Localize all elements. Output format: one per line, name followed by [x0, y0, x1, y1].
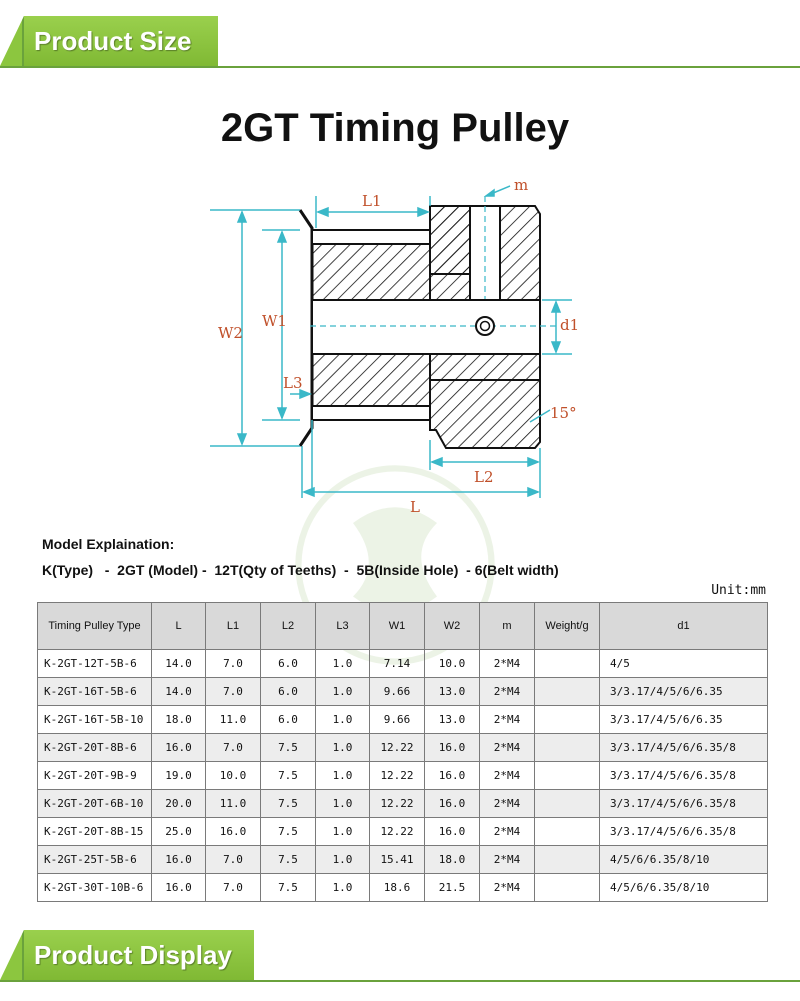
table-cell: 11.0	[206, 790, 261, 818]
table-cell: 2*M4	[480, 818, 535, 846]
table-cell: K-2GT-12T-5B-6	[38, 650, 152, 678]
label-m: m	[514, 176, 529, 194]
flange-edge	[300, 210, 312, 446]
table-cell: 2*M4	[480, 650, 535, 678]
table-cell	[535, 706, 600, 734]
table-cell	[535, 846, 600, 874]
banner-rule	[0, 980, 800, 982]
table-cell: 12.22	[370, 762, 425, 790]
table-header-cell: Weight/g	[535, 603, 600, 650]
label-w2: W2	[218, 324, 243, 342]
table-cell: 16.0	[152, 874, 206, 902]
hub-bottom	[430, 354, 540, 448]
table-body	[38, 650, 768, 902]
upper-body	[312, 244, 430, 300]
label-l1: L1	[362, 192, 382, 210]
table-cell: 6.0	[261, 650, 316, 678]
table-cell	[535, 818, 600, 846]
table-cell: 7.0	[206, 678, 261, 706]
table-cell: 7.5	[261, 846, 316, 874]
table-cell: 16.0	[425, 818, 480, 846]
table-cell: 25.0	[152, 818, 206, 846]
table-cell: 14.0	[152, 678, 206, 706]
table-cell: 19.0	[152, 762, 206, 790]
lower-body	[312, 354, 430, 406]
table-cell: 7.14	[370, 650, 425, 678]
table-cell: 7.0	[206, 650, 261, 678]
table-cell: 3/3.17/4/5/6/6.35/8	[600, 790, 768, 818]
table-cell: 11.0	[206, 706, 261, 734]
table-cell: 13.0	[425, 706, 480, 734]
table-cell: 10.0	[425, 650, 480, 678]
table-cell: 16.0	[425, 734, 480, 762]
table-cell: 12.22	[370, 818, 425, 846]
banner-rule	[0, 66, 800, 68]
table-header-row	[38, 603, 768, 650]
table-cell: K-2GT-20T-8B-6	[38, 734, 152, 762]
table-cell: 3/3.17/4/5/6/6.35	[600, 678, 768, 706]
table-cell: 13.0	[425, 678, 480, 706]
table-header-cell: L	[152, 603, 206, 650]
table-cell	[535, 678, 600, 706]
table-cell: 4/5/6/6.35/8/10	[600, 874, 768, 902]
table-cell: 18.0	[425, 846, 480, 874]
teeth-band-top	[312, 230, 430, 244]
table-row	[38, 790, 768, 818]
table-cell	[535, 734, 600, 762]
spec-table	[37, 602, 768, 902]
table-cell: 16.0	[152, 734, 206, 762]
table-cell: 6.0	[261, 678, 316, 706]
table-cell: K-2GT-20T-8B-15	[38, 818, 152, 846]
table-cell: 1.0	[316, 706, 370, 734]
table-row	[38, 650, 768, 678]
table-cell: 2*M4	[480, 790, 535, 818]
table-cell: 21.5	[425, 874, 480, 902]
table-cell: 7.5	[261, 790, 316, 818]
table-cell: K-2GT-30T-10B-6	[38, 874, 152, 902]
table-cell: 7.0	[206, 734, 261, 762]
table-cell: K-2GT-25T-5B-6	[38, 846, 152, 874]
label-angle: 15°	[550, 404, 577, 422]
table-cell: 16.0	[425, 762, 480, 790]
screw-circle	[476, 317, 494, 335]
table-cell: 4/5/6/6.35/8/10	[600, 846, 768, 874]
model-explanation: K(Type) - 2GT (Model) - 12T(Qty of Teeths) - 5B(Inside Hole) - 6(Belt width)	[42, 562, 559, 578]
table-cell: 16.0	[152, 846, 206, 874]
section-banner-product-size	[0, 16, 800, 68]
table-cell: K-2GT-20T-6B-10	[38, 790, 152, 818]
table-header-cell: L3	[316, 603, 370, 650]
table-header-cell: W2	[425, 603, 480, 650]
table-cell: 3/3.17/4/5/6/6.35/8	[600, 818, 768, 846]
table-cell: 2*M4	[480, 762, 535, 790]
table-header-cell: W1	[370, 603, 425, 650]
table-cell: 7.0	[206, 846, 261, 874]
unit-label: Unit:mm	[711, 583, 766, 598]
table-cell: 1.0	[316, 818, 370, 846]
table-cell: 1.0	[316, 762, 370, 790]
table-cell: 1.0	[316, 650, 370, 678]
table-cell: 7.5	[261, 818, 316, 846]
table-cell: K-2GT-20T-9B-9	[38, 762, 152, 790]
table-cell: 16.0	[425, 790, 480, 818]
table-cell	[535, 650, 600, 678]
label-l: L	[410, 498, 420, 512]
table-cell: 2*M4	[480, 874, 535, 902]
table-header-cell: L1	[206, 603, 261, 650]
table-cell: 1.0	[316, 790, 370, 818]
table-cell: 2*M4	[480, 734, 535, 762]
table-cell: 1.0	[316, 734, 370, 762]
pulley-drawing	[200, 172, 600, 512]
table-cell: 14.0	[152, 650, 206, 678]
table-cell: 2*M4	[480, 706, 535, 734]
table-row	[38, 846, 768, 874]
table-cell: K-2GT-16T-5B-10	[38, 706, 152, 734]
table-cell: 18.0	[152, 706, 206, 734]
model-heading: Model Explaination:	[42, 536, 175, 552]
table-cell: 7.0	[206, 874, 261, 902]
banner-label: Product Display	[34, 940, 232, 970]
section-banner-product-display	[0, 930, 800, 982]
table-header-cell: d1	[600, 603, 768, 650]
table-header-cell: m	[480, 603, 535, 650]
table-cell: 9.66	[370, 678, 425, 706]
table-cell: 6.0	[261, 706, 316, 734]
teeth-band-bottom	[312, 406, 430, 420]
table-cell	[535, 790, 600, 818]
table-cell: 4/5	[600, 650, 768, 678]
table-cell: 2*M4	[480, 846, 535, 874]
table-cell: K-2GT-16T-5B-6	[38, 678, 152, 706]
table-cell: 1.0	[316, 874, 370, 902]
table-header-cell: L2	[261, 603, 316, 650]
table-cell: 10.0	[206, 762, 261, 790]
table-cell: 12.22	[370, 734, 425, 762]
label-l2: L2	[474, 468, 494, 486]
label-w1: W1	[262, 312, 287, 330]
table-header-cell: Timing Pulley Type	[38, 603, 152, 650]
table-cell: 7.5	[261, 734, 316, 762]
bore	[312, 300, 540, 354]
table-row	[38, 678, 768, 706]
table-cell: 12.22	[370, 790, 425, 818]
table-cell: 20.0	[152, 790, 206, 818]
table-cell: 3/3.17/4/5/6/6.35	[600, 706, 768, 734]
table-cell: 16.0	[206, 818, 261, 846]
table-row	[38, 734, 768, 762]
table-cell: 1.0	[316, 678, 370, 706]
table-row	[38, 874, 768, 902]
banner-label: Product Size	[34, 26, 192, 56]
page-title: 2GT Timing Pulley	[220, 106, 570, 150]
table-cell: 3/3.17/4/5/6/6.35/8	[600, 734, 768, 762]
table-cell: 9.66	[370, 706, 425, 734]
table-row	[38, 706, 768, 734]
table-cell: 7.5	[261, 762, 316, 790]
label-l3: L3	[283, 374, 303, 392]
table-cell	[535, 762, 600, 790]
table-cell: 18.6	[370, 874, 425, 902]
table-row	[38, 818, 768, 846]
table-cell: 15.41	[370, 846, 425, 874]
table-cell: 1.0	[316, 846, 370, 874]
table-cell	[535, 874, 600, 902]
table-cell: 3/3.17/4/5/6/6.35/8	[600, 762, 768, 790]
table-cell: 2*M4	[480, 678, 535, 706]
label-d1: d1	[560, 316, 580, 334]
table-row	[38, 762, 768, 790]
table-cell: 7.5	[261, 874, 316, 902]
